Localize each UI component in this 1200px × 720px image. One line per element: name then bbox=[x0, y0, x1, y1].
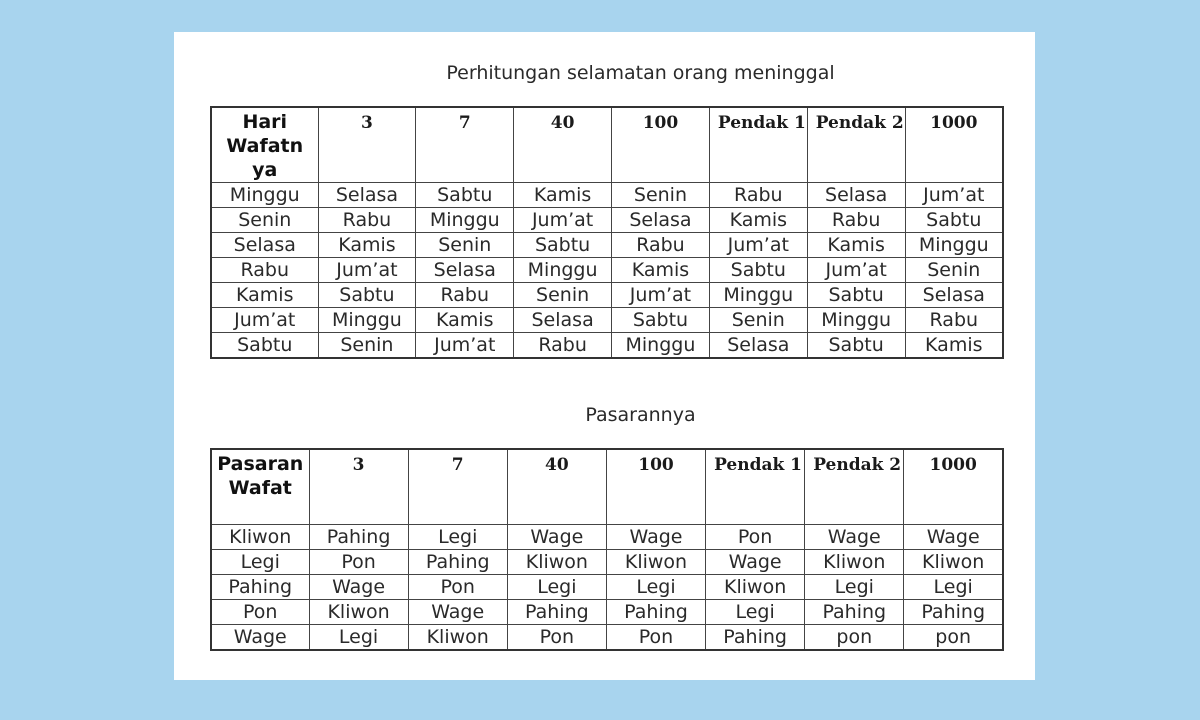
cell: Legi bbox=[706, 599, 805, 624]
header-7: 7 bbox=[408, 449, 507, 524]
cell: Kamis bbox=[211, 283, 318, 308]
header-7: 7 bbox=[416, 107, 514, 183]
cell: Kliwon bbox=[309, 599, 408, 624]
cell: Kamis bbox=[807, 233, 905, 258]
cell: Wage bbox=[904, 524, 1003, 549]
cell: Kamis bbox=[416, 308, 514, 333]
header-3: 3 bbox=[309, 449, 408, 524]
cell: Wage bbox=[309, 574, 408, 599]
cell: Minggu bbox=[211, 183, 318, 208]
hari-table bbox=[210, 106, 1004, 359]
cell: Jum’at bbox=[211, 308, 318, 333]
cell: Rabu bbox=[211, 258, 318, 283]
cell: Pahing bbox=[805, 599, 904, 624]
cell: Senin bbox=[318, 333, 416, 359]
cell: Wage bbox=[211, 624, 309, 650]
cell: Rabu bbox=[807, 208, 905, 233]
cell: Jum’at bbox=[514, 208, 612, 233]
cell: Senin bbox=[905, 258, 1003, 283]
cell: Jum’at bbox=[318, 258, 416, 283]
cell: Selasa bbox=[709, 333, 807, 359]
header-pendak-1: Pendak 1 bbox=[709, 107, 807, 183]
table-row bbox=[211, 524, 1003, 549]
cell: Kamis bbox=[709, 208, 807, 233]
cell: Jum’at bbox=[709, 233, 807, 258]
cell: Selasa bbox=[905, 283, 1003, 308]
header-hari-wafat: Hari Wafatn ya bbox=[211, 107, 318, 183]
cell: Senin bbox=[612, 183, 710, 208]
pasaran-table bbox=[210, 448, 1004, 651]
cell: Sabtu bbox=[807, 283, 905, 308]
cell: Selasa bbox=[514, 308, 612, 333]
table-row bbox=[211, 308, 1003, 333]
cell: Legi bbox=[507, 574, 606, 599]
cell: Legi bbox=[805, 574, 904, 599]
cell: Selasa bbox=[612, 208, 710, 233]
cell: Sabtu bbox=[709, 258, 807, 283]
cell: Pon bbox=[211, 599, 309, 624]
cell: Minggu bbox=[709, 283, 807, 308]
cell: Sabtu bbox=[905, 208, 1003, 233]
cell: Rabu bbox=[709, 183, 807, 208]
cell: Pon bbox=[507, 624, 606, 650]
table-header-row bbox=[211, 449, 1003, 524]
cell: Minggu bbox=[318, 308, 416, 333]
header-pendak-2: Pendak 2 bbox=[807, 107, 905, 183]
header-3: 3 bbox=[318, 107, 416, 183]
cell: Minggu bbox=[612, 333, 710, 359]
cell: Senin bbox=[211, 208, 318, 233]
cell: Jum’at bbox=[612, 283, 710, 308]
table-row bbox=[211, 258, 1003, 283]
cell: Pon bbox=[606, 624, 705, 650]
cell: Kamis bbox=[318, 233, 416, 258]
header-pendak-2: Pendak 2 bbox=[805, 449, 904, 524]
table-row bbox=[211, 574, 1003, 599]
table-row bbox=[211, 208, 1003, 233]
cell: Wage bbox=[706, 549, 805, 574]
cell: Rabu bbox=[514, 333, 612, 359]
cell: Rabu bbox=[318, 208, 416, 233]
cell: Sabtu bbox=[514, 233, 612, 258]
cell: Pahing bbox=[507, 599, 606, 624]
header-1000: 1000 bbox=[905, 107, 1003, 183]
header-pendak-1: Pendak 1 bbox=[706, 449, 805, 524]
cell: Pahing bbox=[706, 624, 805, 650]
cell: Sabtu bbox=[318, 283, 416, 308]
table-row bbox=[211, 624, 1003, 650]
cell: Kamis bbox=[514, 183, 612, 208]
header-1000: 1000 bbox=[904, 449, 1003, 524]
cell: Legi bbox=[606, 574, 705, 599]
cell: Senin bbox=[709, 308, 807, 333]
cell: pon bbox=[904, 624, 1003, 650]
cell: Kliwon bbox=[408, 624, 507, 650]
cell: Legi bbox=[904, 574, 1003, 599]
cell: Minggu bbox=[807, 308, 905, 333]
cell: Kamis bbox=[905, 333, 1003, 359]
cell: Wage bbox=[408, 599, 507, 624]
cell: Kliwon bbox=[706, 574, 805, 599]
cell: Selasa bbox=[318, 183, 416, 208]
table1-title: Perhitungan selamatan orang meninggal bbox=[446, 62, 835, 84]
cell: Rabu bbox=[416, 283, 514, 308]
cell: Kliwon bbox=[507, 549, 606, 574]
table-row bbox=[211, 183, 1003, 208]
cell: Wage bbox=[805, 524, 904, 549]
cell: Senin bbox=[514, 283, 612, 308]
cell: Pon bbox=[706, 524, 805, 549]
cell: Sabtu bbox=[612, 308, 710, 333]
table-row bbox=[211, 283, 1003, 308]
cell: Kliwon bbox=[211, 524, 309, 549]
cell: Kliwon bbox=[606, 549, 705, 574]
table-row bbox=[211, 599, 1003, 624]
cell: Pahing bbox=[606, 599, 705, 624]
cell: Jum’at bbox=[807, 258, 905, 283]
cell: Pon bbox=[309, 549, 408, 574]
cell: Sabtu bbox=[416, 183, 514, 208]
cell: Legi bbox=[408, 524, 507, 549]
header-40: 40 bbox=[507, 449, 606, 524]
header-100: 100 bbox=[612, 107, 710, 183]
table-header-row bbox=[211, 107, 1003, 183]
cell: Sabtu bbox=[807, 333, 905, 359]
cell: Selasa bbox=[807, 183, 905, 208]
cell: Senin bbox=[416, 233, 514, 258]
cell: Kamis bbox=[612, 258, 710, 283]
cell: Jum’at bbox=[416, 333, 514, 359]
cell: Legi bbox=[211, 549, 309, 574]
header-100: 100 bbox=[606, 449, 705, 524]
table2-title: Pasarannya bbox=[585, 404, 696, 426]
cell: Minggu bbox=[905, 233, 1003, 258]
cell: Jum’at bbox=[905, 183, 1003, 208]
cell: Selasa bbox=[211, 233, 318, 258]
cell: Rabu bbox=[612, 233, 710, 258]
table-row bbox=[211, 549, 1003, 574]
cell: pon bbox=[805, 624, 904, 650]
cell: Pahing bbox=[408, 549, 507, 574]
cell: Selasa bbox=[416, 258, 514, 283]
cell: Rabu bbox=[905, 308, 1003, 333]
cell: Pahing bbox=[211, 574, 309, 599]
cell: Pahing bbox=[309, 524, 408, 549]
header-pasaran-wafat: Pasaran Wafat bbox=[211, 449, 309, 524]
cell: Minggu bbox=[514, 258, 612, 283]
cell: Kliwon bbox=[805, 549, 904, 574]
table-row bbox=[211, 333, 1003, 359]
cell: Sabtu bbox=[211, 333, 318, 359]
cell: Wage bbox=[606, 524, 705, 549]
cell: Wage bbox=[507, 524, 606, 549]
document-card bbox=[174, 32, 1035, 680]
cell: Legi bbox=[309, 624, 408, 650]
table-row bbox=[211, 233, 1003, 258]
cell: Pon bbox=[408, 574, 507, 599]
cell: Pahing bbox=[904, 599, 1003, 624]
cell: Kliwon bbox=[904, 549, 1003, 574]
header-40: 40 bbox=[514, 107, 612, 183]
cell: Minggu bbox=[416, 208, 514, 233]
